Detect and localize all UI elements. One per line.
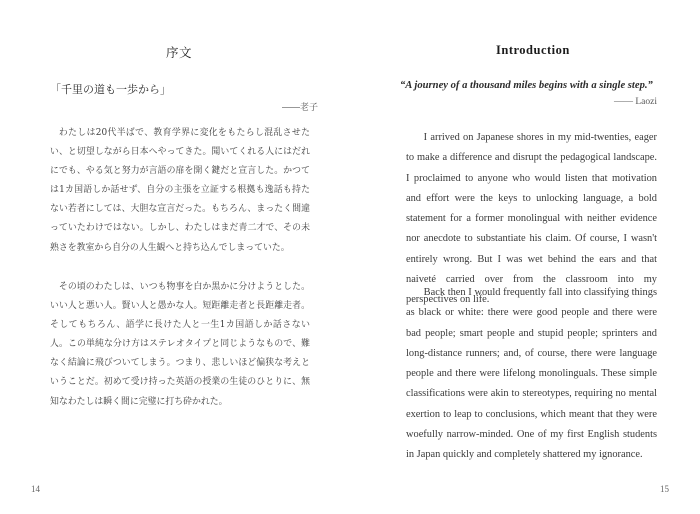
paragraph-ja-2: その頃のわたしは、いつも物事を白か黒かに分けようとした。いい人と悪い人。賢い人と愚かな人。短距離走者と長距離走者。そしてもちろん、語学に長けた人と一生1カ国語しか話さない人。この単純な分け方はステレオタイプと同じようなもので、難なく結論に飛びついてしまう。つまり、悲しいほど偏狭な考えということだ。初めて受け持った英語の授業の生徒のひとりに、無知なわたしは瞬く間に完璧に打ち砕かれた。 [50, 282, 310, 407]
epigraph-quote-ja: 「千里の道も一歩から」 [50, 83, 171, 96]
page-title-en: Introduction [496, 43, 570, 57]
paragraph-ja-1: わたしは20代半ばで、教育学界に変化をもたらし混乱させたい、と切望しながら日本へやってきた。聞いてくれる人にはだれにでも、やる気と努力が言語の扉を開く鍵だと宣言した。かつては1カ国語しか話せず、自分の主張を立証する根拠も逸話も持たない若者にしては、大胆な宣言だった。もちろん、まったく間違っていたわけではない。しかし、わたしはまだ青二才で、その未熟さを教室から自分の人生観へと持ち込んでしまっていた。 [50, 128, 310, 253]
page-number-right: 15 [660, 484, 669, 494]
paragraph-en-2: Back then I would frequently fall into classifying things as black or white: there were good people and there were bad people; smart people and stupid people; sprinters and long-distance runners; and, of course, there were language people and there were lifelong monolinguals. These simple classifications were akin to stereotypes, requiring no mental exertion to leap to conclusions, which meant that they were woefully narrow-minded. One of my first English students in Japan quickly and completely shattered my ignorance. [406, 287, 657, 461]
page-title-ja: 序文 [166, 45, 193, 60]
page-number-left: 14 [31, 484, 40, 494]
epigraph-attribution-en: ―― Laozi [614, 97, 658, 107]
epigraph-quote-en: “A journey of a thousand miles begins with a single step.” [400, 80, 653, 91]
paragraph-en-1: I arrived on Japanese shores in my mid-twenties, eager to make a difference and disrupt the pedagogical landscape. I proclaimed to anyone who would listen that motivation and effort were the keys to unlocking language, a bold statement for a former monolingual with neither evidence nor anecdote to substantiate his claim. Of course, I wasn't entirely wrong. But I was wet behind the ears and that naiveté carried over from the classroom into my perspectives on life. [406, 132, 657, 306]
epigraph-attribution-ja: ――老子 [281, 103, 318, 113]
